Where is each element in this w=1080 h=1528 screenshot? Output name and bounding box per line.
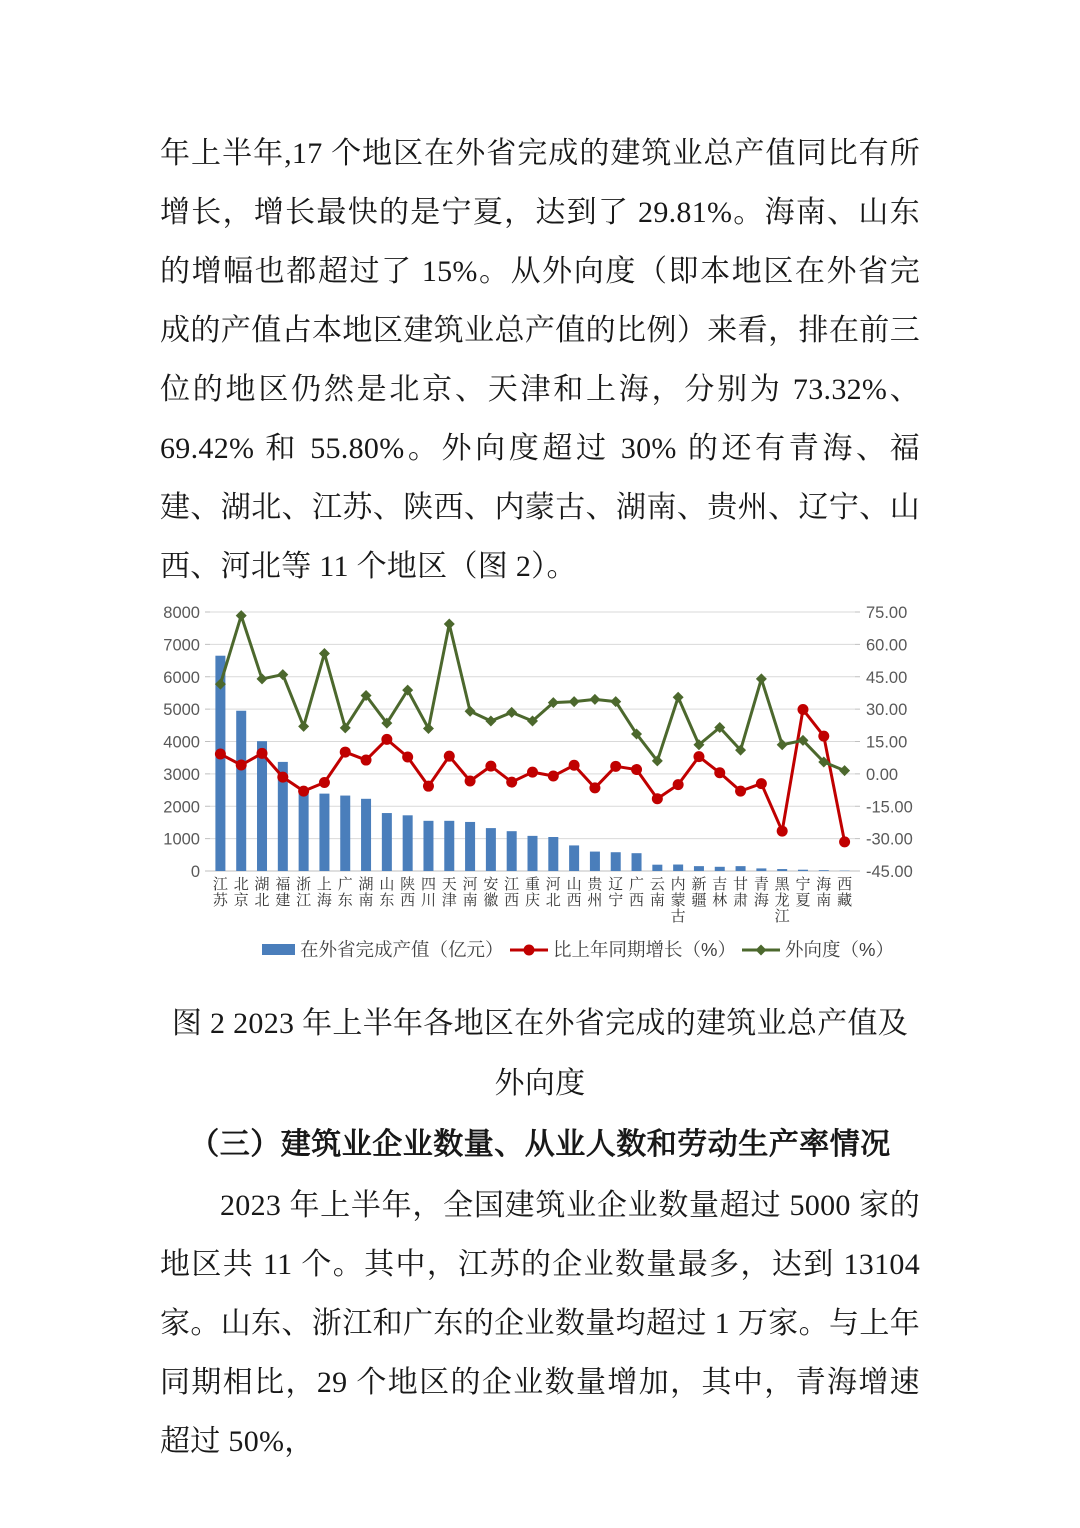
bar — [819, 870, 829, 871]
left-axis-tick-label: 7000 — [163, 636, 200, 655]
x-axis-label: 江苏 — [212, 876, 228, 909]
bar — [715, 867, 725, 871]
bar — [548, 837, 558, 871]
bar — [736, 866, 746, 871]
x-axis-label: 辽宁 — [608, 876, 624, 909]
left-axis-tick-label: 2000 — [163, 798, 200, 817]
x-axis-label: 青海 — [753, 876, 769, 909]
bar — [756, 868, 766, 871]
growth-marker — [589, 782, 600, 793]
bar — [340, 796, 350, 871]
growth-marker — [735, 786, 746, 797]
paragraph-opening: 年上半年,17 个地区在外省完成的建筑业总产值同比有所增长，增长最快的是宁夏，达到了 29.81%。海南、山东的增幅也都超过了 15%。从外向度（即本地区在外省完成的产值占本地区建筑业总产值的比例）来看，排在前三位的地区仍然是北京、天津和上海，分别为 73.32%、69.42% 和 55.80%。外向度超过 30% 的还有青海、福建、湖北、江苏、陕西、内蒙古、湖南、贵州、辽宁、山西、河北等 11 个地区（图 2）。 — [160, 137, 920, 583]
outward-marker — [589, 694, 600, 705]
bar — [444, 821, 454, 871]
outward-marker — [465, 706, 476, 717]
outward-marker — [506, 707, 517, 718]
outward-marker — [777, 739, 788, 750]
x-axis-label: 吉林 — [712, 876, 728, 909]
growth-marker — [319, 777, 330, 788]
x-axis-label: 北京 — [233, 876, 249, 909]
outward-marker — [298, 721, 309, 732]
outward-marker — [423, 723, 434, 734]
bar — [569, 845, 579, 871]
growth-marker — [839, 836, 850, 847]
growth-marker — [298, 786, 309, 797]
bar — [299, 792, 309, 871]
x-axis-label: 浙江 — [296, 876, 312, 909]
right-axis-tick-label: 60.00 — [866, 636, 908, 655]
left-axis-tick-label: 5000 — [163, 701, 200, 720]
outward-marker — [673, 692, 684, 703]
bar — [777, 869, 787, 871]
x-axis-label: 内蒙古 — [670, 876, 686, 925]
growth-marker — [361, 755, 372, 766]
figure-caption: 图 2 2023 年上半年各地区在外省完成的建筑业总产值及外向度 — [171, 1007, 909, 1100]
growth-marker — [714, 767, 725, 778]
outward-marker — [444, 619, 455, 630]
x-axis-label: 甘肃 — [733, 876, 749, 909]
growth-marker — [340, 747, 351, 758]
x-axis-label: 云南 — [649, 876, 665, 909]
bar — [590, 852, 600, 871]
figure-2-chart — [150, 598, 930, 988]
left-axis-tick-label: 4000 — [163, 733, 200, 752]
legend-growth-label: 比上年同期增长（%） — [553, 939, 736, 960]
growth-marker — [236, 760, 247, 771]
growth-marker — [465, 775, 476, 786]
left-axis-tick-label: 8000 — [163, 604, 200, 622]
bar — [694, 866, 704, 871]
right-axis-tick-label: 75.00 — [866, 604, 908, 622]
outward-marker — [257, 673, 268, 684]
bar — [652, 865, 662, 871]
outward-marker — [277, 669, 288, 680]
right-axis-tick-label: -45.00 — [866, 863, 913, 881]
bar — [361, 799, 371, 871]
legend-bar-swatch — [262, 944, 295, 955]
bar — [319, 794, 329, 871]
growth-marker — [257, 748, 268, 759]
growth-marker — [215, 749, 226, 760]
right-axis-tick-label: 15.00 — [866, 733, 908, 752]
growth-marker — [652, 793, 663, 804]
paragraph-enterprises: 2023 年上半年，全国建筑业企业数量超过 5000 家的地区共 11 个。其中，江苏的企业数量最多，达到 13104 家。山东、浙江和广东的企业数量均超过 1 万家。与上年同期相比，29 个地区的企业数量增加，其中，青海增速超过 50%， — [160, 1189, 920, 1458]
legend-outward-marker — [756, 945, 767, 956]
growth-marker — [693, 751, 704, 762]
chart-svg — [150, 598, 930, 983]
growth-marker — [818, 731, 829, 742]
growth-marker — [610, 761, 621, 772]
bar — [611, 852, 621, 871]
bar — [236, 711, 246, 871]
bar — [673, 865, 683, 871]
growth-marker — [756, 778, 767, 789]
x-axis-label: 重庆 — [524, 876, 541, 909]
x-axis-label: 西藏 — [837, 876, 853, 909]
growth-marker — [797, 704, 808, 715]
growth-marker — [631, 764, 642, 775]
bar — [528, 836, 538, 871]
x-axis-label: 四川 — [420, 876, 436, 909]
x-axis-label: 山东 — [379, 876, 395, 909]
x-axis-label: 江西 — [504, 876, 520, 909]
x-axis-label: 河南 — [462, 876, 478, 909]
legend-growth-marker — [524, 945, 535, 956]
growth-marker — [485, 761, 496, 772]
x-axis-label: 黑龙江 — [774, 876, 790, 925]
bar — [382, 813, 392, 871]
x-axis-label: 海南 — [816, 876, 832, 909]
growth-marker — [527, 767, 538, 778]
growth-marker — [423, 781, 434, 792]
growth-marker — [673, 779, 684, 790]
growth-marker — [506, 777, 517, 788]
section-heading: （三）建筑业企业数量、从业人数和劳动生产率情况 — [189, 1128, 891, 1161]
outward-marker — [569, 696, 580, 707]
right-axis-tick-label: -15.00 — [866, 798, 913, 817]
x-axis-label: 福建 — [275, 876, 291, 909]
outward-line — [220, 616, 844, 771]
right-axis-tick-label: 45.00 — [866, 668, 908, 687]
bar — [507, 831, 517, 871]
growth-marker — [277, 772, 288, 783]
bar — [486, 828, 496, 871]
x-axis-label: 湖北 — [254, 876, 270, 909]
x-axis-label: 湖南 — [358, 876, 374, 909]
bar — [423, 821, 433, 871]
growth-marker — [777, 826, 788, 837]
left-axis-tick-label: 3000 — [163, 765, 200, 784]
outward-marker — [319, 648, 330, 659]
bar — [632, 853, 642, 871]
bar — [798, 870, 808, 871]
right-axis-tick-label: 0.00 — [866, 765, 899, 784]
x-axis-label: 河北 — [545, 876, 561, 909]
growth-marker — [402, 752, 413, 763]
growth-marker — [381, 734, 392, 745]
right-axis-tick-label: 30.00 — [866, 701, 908, 720]
x-axis-label: 陕西 — [400, 876, 416, 909]
outward-marker — [756, 673, 767, 684]
left-axis-tick-label: 1000 — [163, 830, 200, 849]
legend-outward-label: 外向度（%） — [785, 939, 894, 960]
x-axis-label: 上海 — [316, 876, 332, 909]
left-axis-tick-label: 6000 — [163, 668, 200, 687]
bar — [257, 741, 267, 871]
growth-marker — [444, 751, 455, 762]
x-axis-label: 贵州 — [587, 876, 603, 909]
outward-marker — [839, 765, 850, 776]
bar — [465, 822, 475, 871]
left-axis-tick-label: 0 — [190, 863, 200, 881]
x-axis-label: 广东 — [337, 876, 353, 909]
x-axis-label: 山西 — [566, 876, 582, 909]
x-axis-label: 宁夏 — [795, 876, 811, 909]
x-axis-label: 新疆 — [691, 876, 707, 909]
outward-marker — [485, 715, 496, 726]
growth-marker — [548, 771, 559, 782]
x-axis-label: 天津 — [441, 876, 457, 909]
right-axis-tick-label: -30.00 — [866, 830, 913, 849]
x-axis-label: 广西 — [629, 876, 645, 909]
growth-marker — [569, 760, 580, 771]
legend-bar-label: 在外省完成产值（亿元） — [300, 939, 504, 960]
x-axis-label: 安徽 — [483, 876, 499, 909]
bar — [403, 815, 413, 871]
